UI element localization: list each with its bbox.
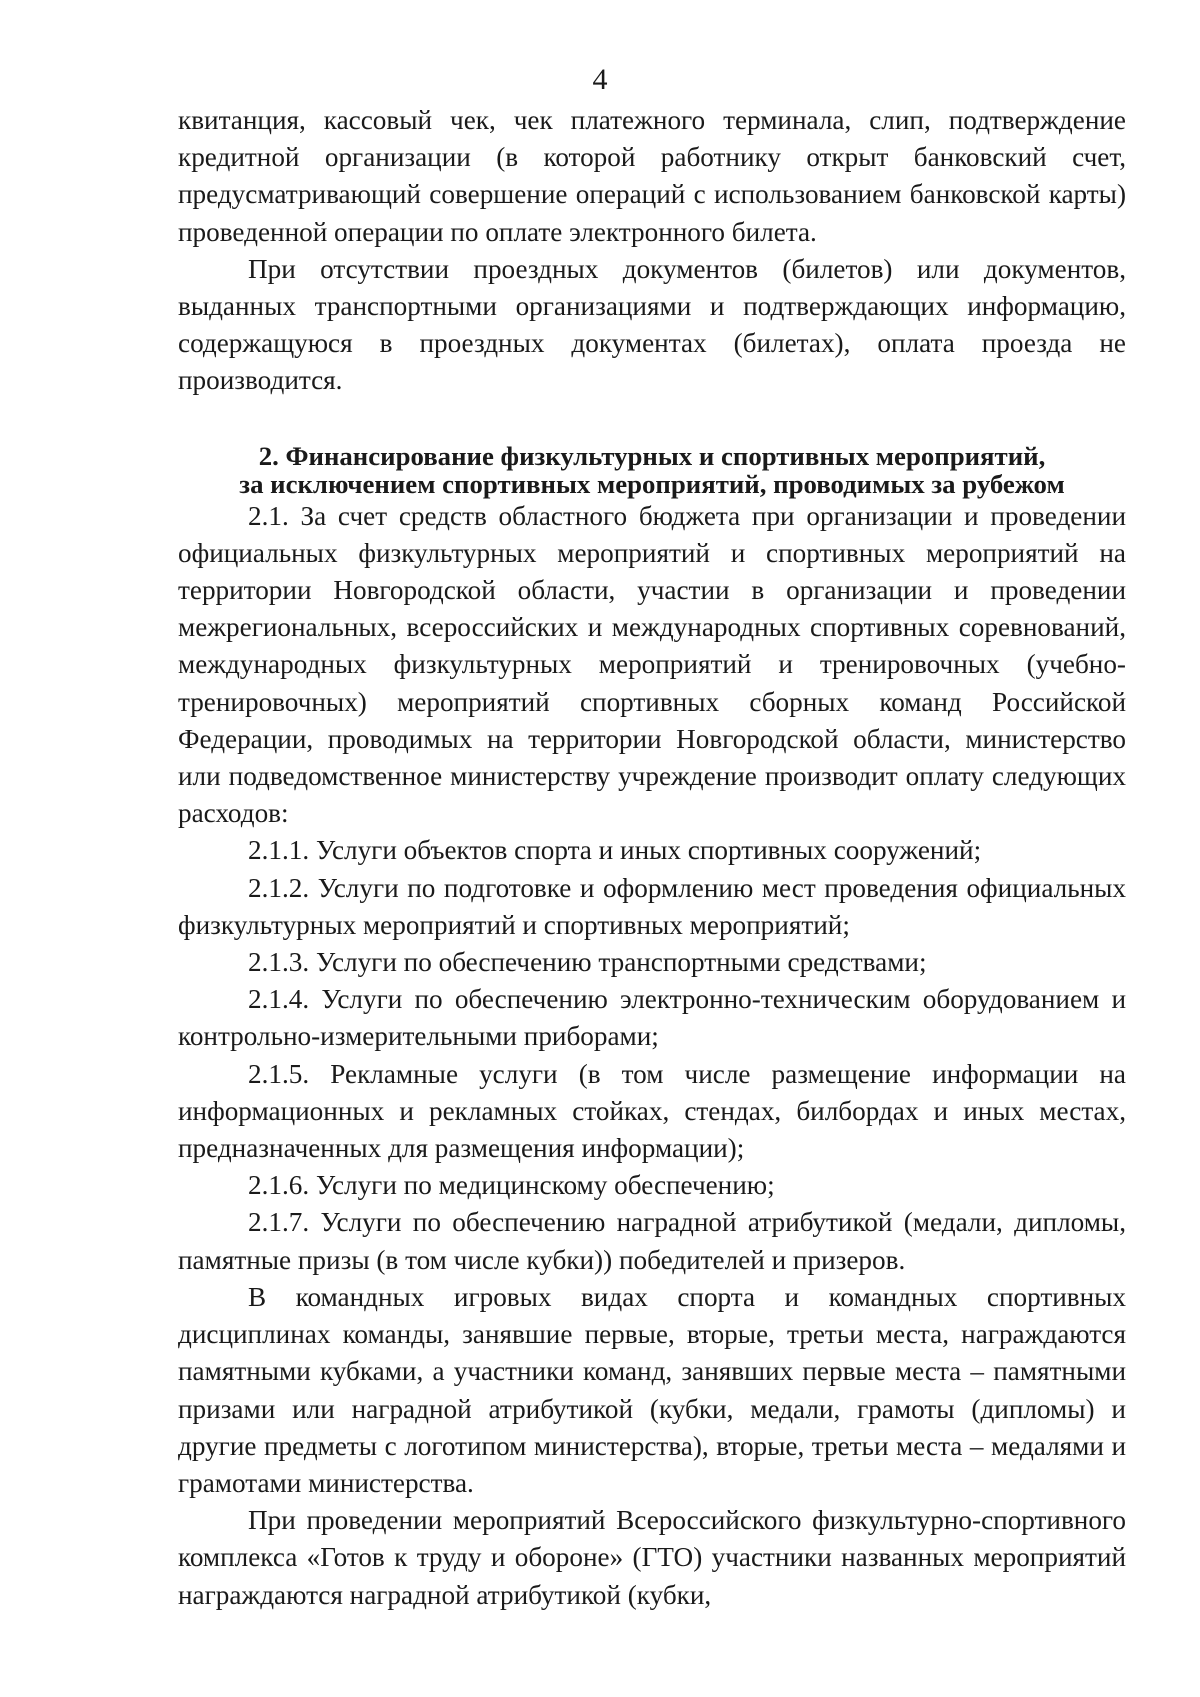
section-heading-line: 2. Финансирование физкультурных и спортивных мероприятий, — [258, 440, 1046, 471]
paragraph: В командных игровых видах спорта и командных спортивных дисциплинах команды, занявшие первые, вторые, третьи места, награждаются памятными кубками, а участники команд, занявших первые места – памятными призами или наградной атрибутикой (кубки, медали, грамоты (дипломы) и другие предметы с логотипом министерства), вторые, третьи места – медалями и грамотами министерства. — [178, 1281, 1126, 1498]
list-item: 2.1.3. Услуги по обеспечению транспортными средствами; — [248, 947, 927, 978]
page-number: 4 — [592, 63, 608, 96]
list-item: 2.1.1. Услуги объектов спорта и иных спортивных сооружений; — [248, 835, 982, 866]
list-item: 2.1.4. Услуги по обеспечению электронно-техническим оборудованием и контрольно-измерительными приборами; — [178, 984, 1126, 1052]
paragraph: 2.1. За счет средств областного бюджета при организации и проведении официальных физкультурных мероприятий и спортивных мероприятий на территории Новгородской области, участии в организации и проведении межрегиональных, всероссийских и международных спортивных соревнований, международных физкультурных мероприятий и тренировочных (учебно-тренировочных) мероприятий спортивных сборных команд Российской Федерации, проводимых на территории Новгородской области, министерство или подведомственное министерству учреждение производит оплату следующих расходов: — [178, 500, 1126, 829]
paragraph: квитанция, кассовый чек, чек платежного терминала, слип, подтверждение кредитной организации (в которой работнику открыт банковский счет, предусматривающий совершение операций с использованием банковской карты) проведенной операции по оплате электронного билета. — [178, 105, 1126, 247]
list-item: 2.1.7. Услуги по обеспечению наградной атрибутикой (медали, дипломы, памятные призы (в том числе кубки)) победителей и призеров. — [178, 1207, 1126, 1275]
list-item: 2.1.5. Рекламные услуги (в том числе размещение информации на информационных и рекламных стойках, стендах, билбордах и иных местах, предназначенных для размещения информации); — [178, 1058, 1126, 1164]
document-body — [178, 102, 1126, 1614]
section-heading-line: за исключением спортивных мероприятий, проводимых за рубежом — [239, 468, 1065, 499]
list-item: 2.1.6. Услуги по медицинскому обеспечению; — [248, 1170, 775, 1201]
paragraph: При проведении мероприятий Всероссийского физкультурно-спортивного комплекса «Готов к труду и обороне» (ГТО) участники названных мероприятий награждаются наградной атрибутикой (кубки, — [178, 1505, 1126, 1610]
paragraph: При отсутствии проездных документов (билетов) или документов, выданных транспортными организациями и подтверждающих информацию, содержащуюся в проездных документах (билетах), оплата проезда не производится. — [178, 253, 1126, 396]
section-heading — [178, 442, 1126, 498]
list-item: 2.1.2. Услуги по подготовке и оформлению мест проведения официальных физкультурных мероприятий и спортивных мероприятий; — [178, 872, 1126, 940]
